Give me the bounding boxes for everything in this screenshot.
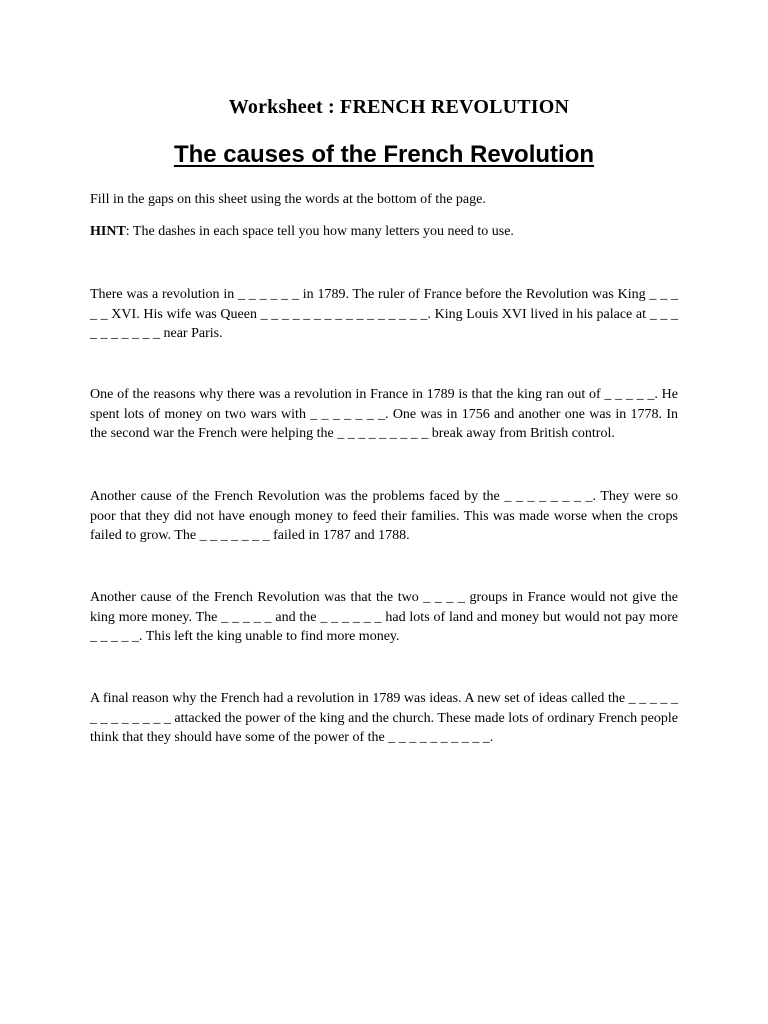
page-title: The causes of the French Revolution bbox=[173, 141, 595, 168]
paragraph-money-wars: One of the reasons why there was a revolution in France in 1789 is that the king ran out of _ _ _ _ _. He spent lots of money on two wars with _ _ _ _ _ _ _. One was in 1756 and another one was in 1778. In the second war the French were helping the _ _ _ _ _ _ _ _ _ break away from British control. bbox=[90, 387, 678, 441]
hint-line bbox=[90, 222, 678, 242]
paragraph-peasants: Another cause of the French Revolution was the problems faced by the _ _ _ _ _ _ _ _. They were so poor that they did not have enough money to feed their families. This was made worse when the crops failed to grow. The _ _ _ _ _ _ _ failed in 1787 and 1788. bbox=[90, 489, 678, 543]
paragraph-rich-groups: Another cause of the French Revolution was that the two _ _ _ _ groups in France would not give the king more money. The _ _ _ _ _ and the _ _ _ _ _ _ had lots of land and money but would not pay more _ _ _ _ _. This left the king unable to find more money. bbox=[90, 590, 678, 644]
worksheet-title: Worksheet : FRENCH REVOLUTION bbox=[228, 96, 570, 118]
instructions-text: Fill in the gaps on this sheet using the words at the bottom of the page. bbox=[90, 192, 486, 207]
paragraph-ideas: A final reason why the French had a revolution in 1789 was ideas. A new set of ideas called the _ _ _ _ _ _ _ _ _ _ _ _ _ attacked the power of the king and the church. These made lots of ordinary French people think that they should have some of the power of the _ _ _ _ _ _ _ _ _ _. bbox=[90, 691, 678, 745]
hint-label: HINT bbox=[90, 224, 126, 239]
hint-text: : The dashes in each space tell you how many letters you need to use. bbox=[125, 224, 514, 239]
paragraph-revolution-intro: There was a revolution in _ _ _ _ _ _ in 1789. The ruler of France before the Revolution was King _ _ _ _ _ XVI. His wife was Queen _ _ _ _ _ _ _ _ _ _ _ _ _ _ _ _. King Louis XVI lived in his palace at _ _ _ _ _ _ _ _ _ _ near Paris. bbox=[90, 287, 678, 341]
